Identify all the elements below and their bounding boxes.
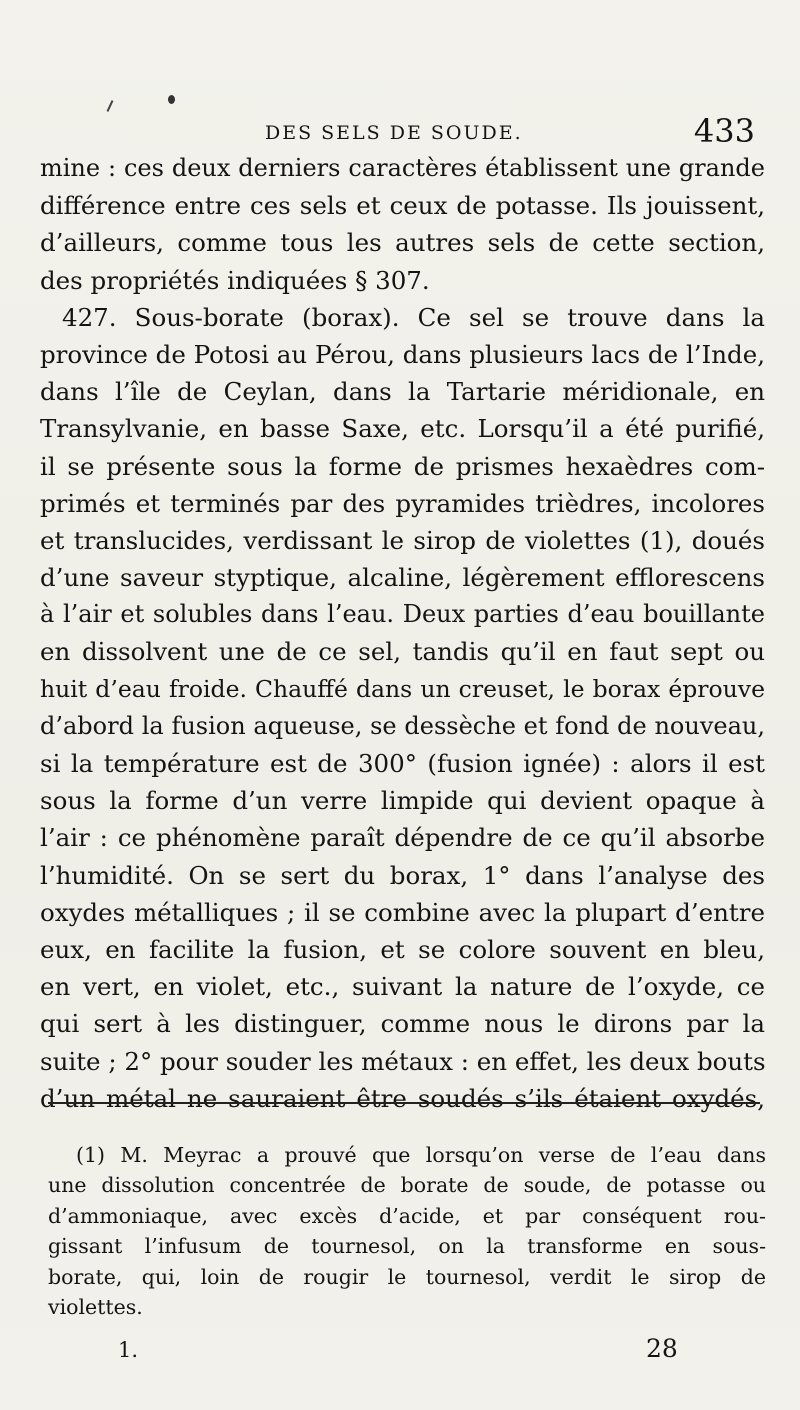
text-line: d’ailleurs, comme tous les autres sels de cette section, [40, 228, 765, 258]
text-line: l’air : ce phénomène paraît dépendre de ce qu’il absorbe [40, 823, 765, 853]
text-line: suite ; 2° pour souder les métaux : en effet, les deux bouts [40, 1046, 766, 1076]
footnote-rule [48, 1102, 760, 1104]
text-line: d’un métal ne sauraient être soudés s’ils étaient oxydés, [40, 1083, 765, 1113]
text-line: différence entre ces sels et ceux de potasse. Ils jouissent, [40, 191, 765, 221]
footnote-line: une dissolution concentrée de borate de soude, de potasse ou [48, 1173, 766, 1198]
footnote-line: d’ammoniaque, avec excès d’acide, et par conséquent rou- [48, 1203, 766, 1228]
text-line: qui sert à les distinguer, comme nous le dirons par la [40, 1009, 765, 1039]
text-line: primés et terminés par des pyramides trièdres, incolores [40, 488, 765, 518]
text-line: 427. Sous-borate (borax). Ce sel se trouve dans la [62, 302, 765, 332]
footnote-line: gissant l’infusum de tournesol, on la transforme en sous- [48, 1234, 766, 1259]
text-line: d’une saveur styptique, alcaline, légèrement efflorescens [40, 563, 765, 593]
footnote-line: (1) M. Meyrac a prouvé que lorsqu’on verse de l’eau dans [76, 1143, 766, 1167]
text-line: si la température est de 300° (fusion ignée) : alors il est [40, 749, 765, 778]
page-number: 433 [693, 112, 755, 150]
text-line: dans l’île de Ceylan, dans la Tartarie méridionale, en [40, 377, 765, 407]
ink-blot [168, 95, 175, 104]
text-line: en dissolvent une de ce sel, tandis qu’il en faut sept ou [40, 637, 765, 667]
text-line: il se présente sous la forme de prismes hexaèdres com- [40, 451, 765, 481]
page-header [40, 112, 760, 152]
text-line: sous la forme d’un verre limpide qui devient opaque à [40, 786, 765, 816]
footnote-line: violettes. [48, 1294, 143, 1319]
text-line: Transylvanie, en basse Saxe, etc. Lorsqu’il a été purifié, [40, 414, 765, 444]
text-line: eux, en facilite la fusion, et se colore souvent en bleu, [40, 934, 765, 964]
text-line: en vert, en violet, etc., suivant la nature de l’oxyde, ce [40, 972, 765, 1002]
text-line: des propriétés indiquées § 307. [40, 265, 430, 295]
text-line: d’abord la fusion aqueuse, se dessèche et fond de nouveau, [40, 711, 765, 740]
text-line: oxydes métalliques ; il se combine avec la plupart d’entre [40, 897, 765, 927]
ink-mark [107, 100, 114, 112]
text-line: mine : ces deux derniers caractères établissent une grande [40, 154, 765, 182]
footnote-line: borate, qui, loin de rougir le tournesol, verdit le sirop de [48, 1264, 766, 1289]
text-line: province de Potosi au Pérou, dans plusieurs lacs de l’Inde, [40, 339, 765, 369]
text-line: huit d’eau froide. Chauffé dans un creuset, le borax éprouve [40, 674, 765, 703]
text-line: et translucides, verdissant le sirop de violettes (1), doués [40, 525, 765, 555]
text-line: l’humidité. On se sert du borax, 1° dans l’analyse des [40, 860, 765, 890]
signature-mark: 1. [118, 1338, 139, 1362]
footnote [48, 1140, 766, 1322]
text-line: à l’air et solubles dans l’eau. Deux parties d’eau bouillante [40, 600, 765, 629]
running-title: DES SELS DE SOUDE. [265, 122, 523, 144]
main-text [40, 150, 765, 1117]
sheet-number: 28 [646, 1334, 678, 1363]
